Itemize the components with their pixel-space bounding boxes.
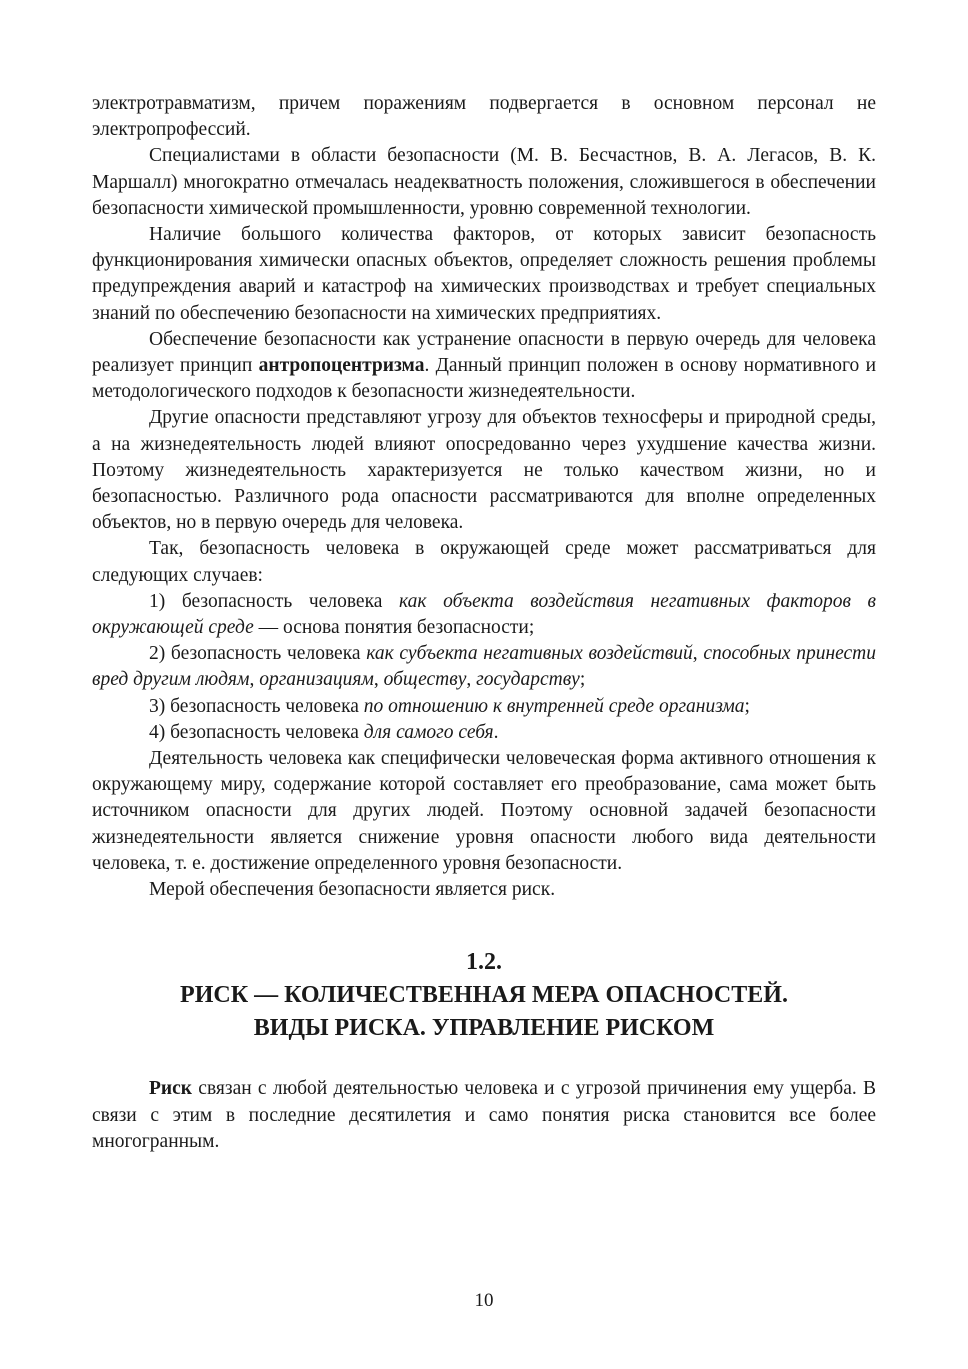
paragraph-other-dangers: Другие опасности представляют угрозу для объектов техносферы и природной среды, а на жизнедеятельность людей влияют опосредованно через ухудшение качества жизни. Поэтому жизнедеятельность характеризуется не только качеством жизни, но и безопасностью. Различного рода опасности рассматриваются для вполне определенных объектов, но в первую очередь для человека. xyxy=(92,407,876,534)
paragraph-risk xyxy=(92,1076,876,1155)
section-number: 1.2. xyxy=(466,949,502,976)
paragraph-specialists: Специалистами в области безопасности (М. В. Бесчастнов, В. А. Легасов, В. К. Маршалл) многократно отмечалась неадекватность положения, сложившегося в обеспечении безопасности химической промышленности, уровню современной технологии. xyxy=(92,145,876,219)
text: ; xyxy=(744,695,750,717)
paragraph-measure: Мерой обеспечения безопасности является риск. xyxy=(149,879,556,901)
section-heading xyxy=(92,946,876,1045)
text: , xyxy=(249,669,260,691)
bold-term: антропоцентризма xyxy=(258,355,425,377)
paragraph-continued: электротравматизм, причем поражениям подвергается в основном персонал не электропрофессий. xyxy=(92,93,876,141)
text: связан с любой деятельностью человека и с угрозой причинения ему ущерба. В связи с этим в последние десятилетия и само понятия риска становится все более многогранным. xyxy=(92,1078,876,1152)
text: . xyxy=(493,721,499,743)
text: , xyxy=(373,669,384,691)
list-item-3 xyxy=(92,694,876,720)
text: ; xyxy=(579,669,586,691)
section-title-line-1: РИСК — КОЛИЧЕСТВЕННАЯ МЕРА ОПАСНОСТЕЙ. xyxy=(180,982,788,1009)
paragraph-cases-intro: Так, безопасность человека в окружающей среде может рассматриваться для следующих случаев: xyxy=(92,538,876,586)
list-item-4 xyxy=(92,720,876,746)
page-number: 10 xyxy=(474,1290,494,1311)
list-item-1 xyxy=(92,589,876,641)
text: Обеспечение безопасности как устранение опасности в первую очередь для человека реализует принцип xyxy=(92,328,876,377)
paragraph-activity: Деятельность человека как специфически человеческая форма активного отношения к окружающему миру, содержание которой составляет его преобразование, сама может быть источником опасности для других людей. Поэтому основной задачей безопасности жизнедеятельности является снижение уровня опасности любого вида деятельности человека, т. е. достижение определенного уровня безопасности. xyxy=(92,748,876,874)
page-content xyxy=(92,91,876,1155)
italic-text: как объекта воздействия негативных факторов в окружающей среде xyxy=(92,590,876,639)
bold-term: Риск xyxy=(149,1078,193,1100)
section-title-line-2: ВИДЫ РИСКА. УПРАВЛЕНИЕ РИСКОМ xyxy=(253,1015,715,1042)
text: , xyxy=(466,669,477,691)
italic-text: обществу xyxy=(383,669,467,691)
list-item-2 xyxy=(92,641,876,693)
text: 4) безопасность человека xyxy=(149,721,364,743)
text: 1) безопасность человека xyxy=(149,590,400,612)
text: . Данный принцип положен в основу нормативного и методологического подходов к безопасности жизнедеятельности. xyxy=(92,355,877,403)
text: 2) безопасность человека xyxy=(149,643,367,665)
italic-text: как субъекта негативных воздействий xyxy=(366,643,693,665)
text: , xyxy=(692,643,704,665)
italic-text: для самого себя xyxy=(363,721,494,743)
text: — основа понятия безопасности; xyxy=(253,617,535,639)
text: 3) безопасность человека xyxy=(149,695,364,717)
paragraph-factors: Наличие большого количества факторов, от которых зависит безопасность функционирования химически опасных объектов, определяет сложность решения проблемы предупреждения аварий и катастроф на химических производствах и требует специальных знаний по обеспечению безопасности на химических предприятиях. xyxy=(92,224,876,324)
italic-text: по отношению к внутренней среде организма xyxy=(363,695,745,717)
italic-text: способных принести вред другим людям xyxy=(92,643,876,691)
italic-text: организациям xyxy=(259,669,374,691)
paragraph-anthropocentrism xyxy=(92,327,876,406)
italic-text: государству xyxy=(476,669,580,691)
